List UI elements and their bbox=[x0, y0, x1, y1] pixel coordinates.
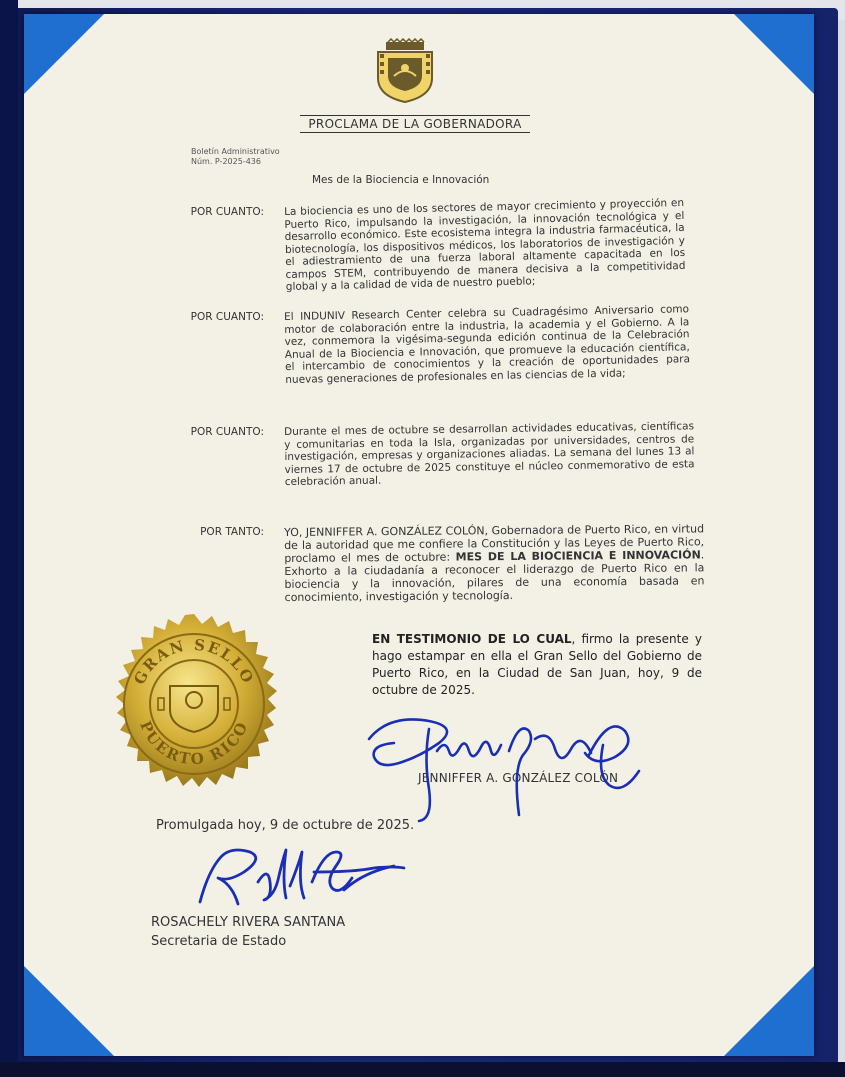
clause-label: POR CUANTO: bbox=[190, 426, 264, 438]
clause-text-after: . Exhorto a la ciudadanía a reconocer el liderazgo de Puerto Rico en la biociencia y la innovación, pilares de una economía basada en conocimiento, investigación y tecnología. bbox=[284, 548, 705, 604]
boletin-reference bbox=[191, 147, 280, 167]
clause-text: La biociencia es uno de los sectores de mayor crecimiento y proyección en Puerto Rico, impulsando la investigación, la innovación tecnológica y el desarrollo económico. Este ecosistema integra la industria farmacéutica, la biotecnología, los dispositivos médicos, los laboratorios de investigación y el adiestramiento de una fuerza laboral altamente capacitada en los campos STEM, contribuyendo de manera decisiva a la competitividad global y a la calidad de vida de nuestro pueblo; bbox=[284, 196, 686, 293]
corner-tab-bottom-left bbox=[24, 966, 114, 1056]
proclamation-subtitle: Mes de la Biociencia e Innovación bbox=[312, 174, 490, 186]
coat-of-arms-icon bbox=[372, 38, 438, 104]
gold-seal-icon bbox=[102, 612, 286, 796]
secretary-name: ROSACHELY RIVERA SANTANA bbox=[151, 915, 346, 930]
seal-bottom-text: PUERTO RICO bbox=[136, 718, 252, 769]
seal-top-text: GRAN SELLO bbox=[130, 635, 258, 688]
corner-tab-bottom-right bbox=[724, 966, 814, 1056]
folder-spine bbox=[0, 0, 18, 1077]
proclamation-document bbox=[24, 14, 814, 1056]
corner-tab-top-left bbox=[24, 14, 104, 94]
boletin-line-1: Boletín Administrativo bbox=[191, 147, 280, 156]
folder-bottom-edge bbox=[0, 1062, 845, 1077]
testimonio-paragraph bbox=[372, 631, 702, 699]
clause-text bbox=[284, 522, 705, 604]
corner-tab-top-right bbox=[734, 14, 814, 94]
governor-signature bbox=[359, 699, 649, 829]
clause-label: POR CUANTO: bbox=[190, 311, 264, 323]
clause-text-before: YO, JENNIFFER A. GONZÁLEZ COLÓN, Gobernadora de Puerto Rico, en virtud de la autoridad que me confiere la Constitución y las Leyes de Puerto Rico, proclamo el mes de octubre: bbox=[284, 522, 705, 565]
boletin-line-2: Núm. P-2025-436 bbox=[191, 157, 261, 166]
clause-label: POR CUANTO: bbox=[190, 206, 264, 218]
governor-name: JENNIFFER A. GONZÁLEZ COLÓN bbox=[418, 771, 619, 785]
clause-label: POR TANTO: bbox=[200, 526, 264, 538]
clause-text: Durante el mes de octubre se desarrollan actividades educativas, científicas y comunitarias en toda la Isla, organizadas por universidades, centros de investigación, empresas y organizaciones aliadas. La semana del lunes 13 al viernes 17 de octubre de 2025 constituye el núcleo conmemorativo de esta celebración anual. bbox=[284, 420, 695, 488]
proclaimed-month-name: MES DE LA BIOCIENCIA E INNOVACIÓN bbox=[455, 548, 701, 564]
testimonio-rest: , firmo la presente y hago estampar en ella el Gran Sello del Gobierno de Puerto Rico, en la Ciudad de San Juan, hoy, 9 de octubre de 2025. bbox=[372, 632, 702, 697]
secretary-signature bbox=[194, 842, 414, 914]
promulgation-date: Promulgada hoy, 9 de octubre de 2025. bbox=[156, 818, 415, 833]
clause-text: El INDUNIV Research Center celebra su Cuadragésimo Aniversario como motor de colaboración entre la industria, la academia y el Gobierno. A la vez, conmemora la vigésima-segunda edición continua de la Celebración Anual de la Biociencia e Innovación, que promueve la educación científica, el intercambio de conocimientos y la creación de oportunidades para nuevas generaciones de profesionales en las ciencias de la vida; bbox=[284, 303, 691, 386]
proclamation-title: PROCLAMA DE LA GOBERNADORA bbox=[300, 115, 530, 133]
secretary-title: Secretaria de Estado bbox=[151, 934, 287, 949]
testimonio-lead: EN TESTIMONIO DE LO CUAL bbox=[372, 632, 572, 646]
